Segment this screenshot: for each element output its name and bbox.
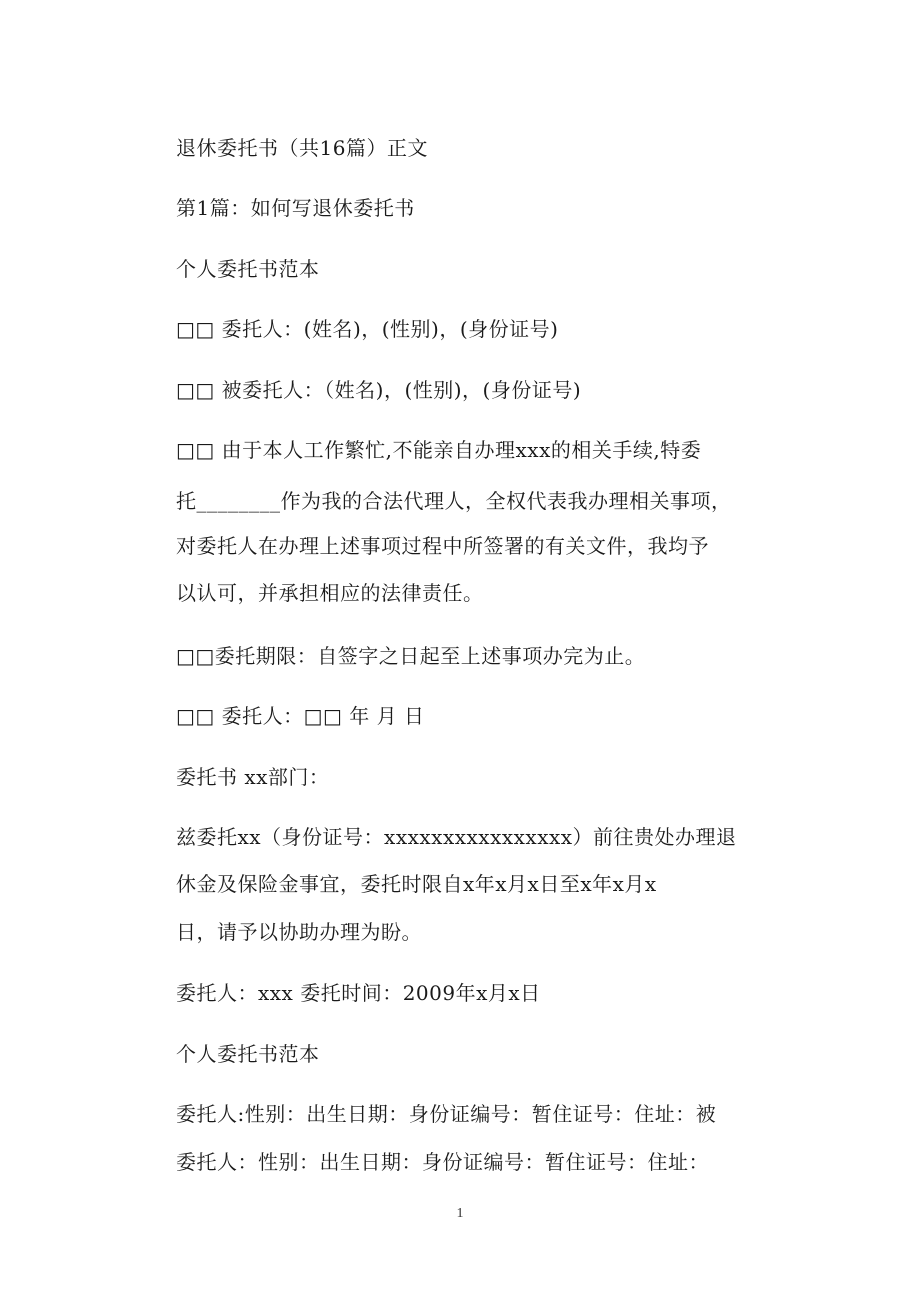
letter-heading: 委托书 xx部门：: [176, 765, 330, 789]
chapter-heading: 第1篇：如何写退休委托书: [176, 196, 415, 220]
paragraph-line: 对委托人在办理上述事项过程中所签署的有关文件，我均予: [176, 534, 709, 558]
letter-signature: 委托人：xxx 委托时间：2009年x月x日: [176, 981, 541, 1005]
paragraph-line: 托________作为我的合法代理人，全权代表我办理相关事项，: [176, 489, 732, 513]
paragraph-line: 委托人:性别：出生日期：身份证编号：暂住证号：住址：被: [176, 1102, 717, 1126]
paragraph-line: 兹委托xx（身份证号：xxxxxxxxxxxxxxxx）前往贵处办理退: [176, 825, 737, 849]
signature-line: □□ 委托人：□□ 年 月 日: [176, 704, 425, 728]
principal-line: □□ 委托人：(姓名)，(性别)，(身份证号): [176, 317, 559, 341]
agent-line: □□ 被委托人：（姓名)，(性别)，(身份证号): [176, 378, 582, 402]
term-line: □□委托期限：自签字之日起至上述事项办完为止。: [176, 644, 646, 668]
paragraph-line: □□ 由于本人工作繁忙,不能亲自办理xxx的相关手续,特委: [176, 438, 702, 462]
paragraph-line: 日，请予以协助办理为盼。: [176, 920, 422, 944]
page-number: 1: [456, 1206, 464, 1221]
paragraph-line: 休金及保险金事宜，委托时限自x年x月x日至x年x月x: [176, 872, 657, 896]
section-heading: 个人委托书范本: [176, 1042, 320, 1066]
paragraph-line: 以认可，并承担相应的法律责任。: [176, 581, 484, 605]
section-heading: 个人委托书范本: [176, 257, 320, 281]
document-title: 退休委托书（共16篇）正文: [176, 136, 428, 160]
paragraph-line: 委托人：性别：出生日期：身份证编号：暂住证号：住址：: [176, 1150, 709, 1174]
